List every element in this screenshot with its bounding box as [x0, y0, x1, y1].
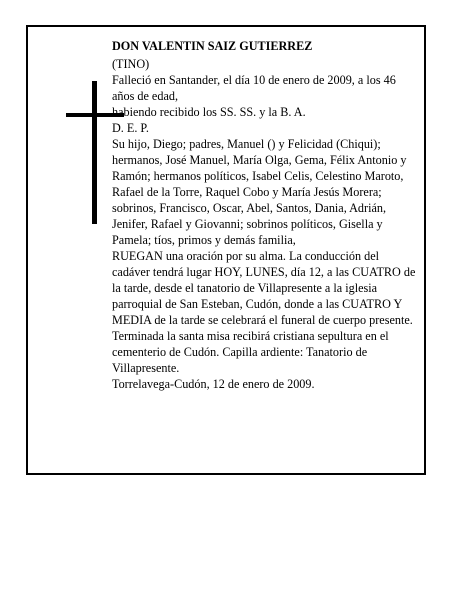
obituary-text: [112, 38, 418, 392]
death-line: Falleció en Santander, el día 10 de enero de 2009, a los 46 años de edad,: [112, 73, 396, 103]
family-paragraph: Su hijo, Diego; padres, Manuel () y Felicidad (Chiqui); hermanos, José Manuel, María Olga, Gema, Félix Antonio y Ramón; hermanos políticos, Isabel Celis, Celestino Maroto, Rafael de la Torre, Raquel Cobo y María Jesús Morera; sobrinos, Francisco, Oscar, Abel, Santos, Dania, Adrián, Jenifer, Rafael y Giovanni; sobrinos políticos, Gisella y Pamela; tíos, primos y demás familia,: [112, 137, 407, 247]
cross-vertical-bar: [92, 81, 97, 224]
request-paragraph: RUEGAN una oración por su alma. La conducción del cadáver tendrá lugar HOY, LUNES, día 12, a las CUATRO de la tarde, desde el tanatorio de Villapresente a la iglesia parroquial de San Esteban, Cudón, donde a las CUATRO Y MEDIA de la tarde se celebrará el funeral de cuerpo presente. Terminada la santa misa recibirá cristiana sepultura en el cementerio de Cudón. Capilla ardiente: Tanatorio de Villapresente.: [112, 249, 416, 375]
deceased-name: DON VALENTIN SAIZ GUTIERREZ: [112, 39, 313, 53]
place-date-line: Torrelavega-Cudón, 12 de enero de 2009.: [112, 377, 315, 391]
deceased-nickname: (TINO): [112, 57, 150, 71]
sacraments-line: habiendo recibido los SS. SS. y la B. A.: [112, 105, 306, 119]
rip-line: D. E. P.: [112, 121, 149, 135]
